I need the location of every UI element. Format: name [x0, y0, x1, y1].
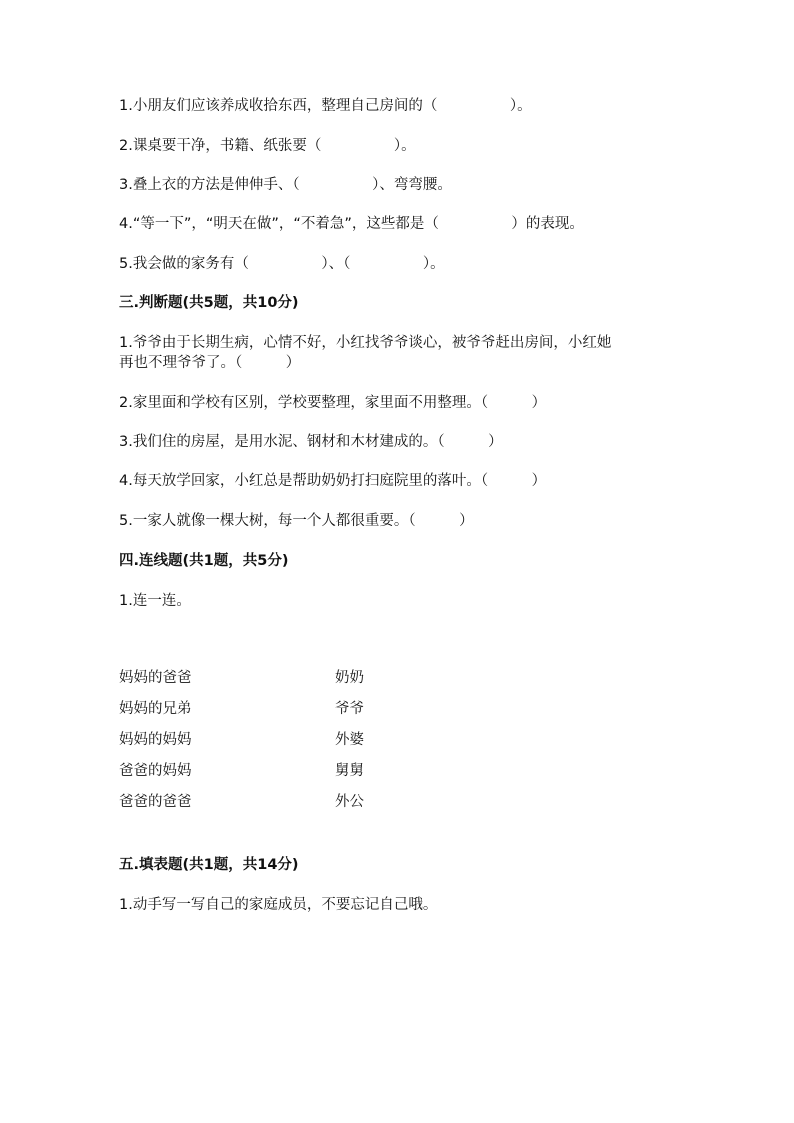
match-right-item-5: 外公: [335, 794, 364, 810]
match-right-item-1: 奶奶: [335, 670, 364, 686]
section-heading-table: 五.填表题(共1题，共14分): [119, 857, 299, 873]
match-left-item-2: 妈妈的兄弟: [119, 701, 192, 717]
fill-in-question-2: 2.课桌要干净，书籍、纸张要（ ）。: [119, 138, 416, 154]
match-left-item-1: 妈妈的爸爸: [119, 670, 192, 686]
judge-question-4: 4.每天放学回家，小红总是帮助奶奶打扫庭院里的落叶。（ ）: [119, 473, 547, 489]
match-left-item-5: 爸爸的爸爸: [119, 794, 192, 810]
match-left-item-3: 妈妈的妈妈: [119, 732, 192, 748]
fill-in-question-3: 3.叠上衣的方法是伸伸手、（ ）、弯弯腰。: [119, 177, 452, 193]
judge-question-3: 3.我们住的房屋，是用水泥、钢材和木材建成的。（ ）: [119, 434, 503, 450]
match-right-item-3: 外婆: [335, 732, 364, 748]
judge-question-1-line-2: 再也不理爷爷了。（ ）: [119, 355, 301, 371]
fill-in-question-5: 5.我会做的家务有（ ）、（ ）。: [119, 256, 445, 272]
judge-question-2: 2.家里面和学校有区别，学校要整理，家里面不用整理。（ ）: [119, 395, 547, 411]
fill-in-question-1: 1.小朋友们应该养成收拾东西，整理自己房间的（ ）。: [119, 98, 532, 114]
judge-question-1-line-1: 1.爷爷由于长期生病，心情不好，小红找爷爷谈心，被爷爷赶出房间，小红她: [119, 335, 612, 351]
section-heading-judge: 三.判断题(共5题，共10分): [119, 295, 299, 311]
fill-in-question-4: 4.“等一下”，“明天在做”，“不着急”，这些都是（ ）的表现。: [119, 216, 584, 232]
section-heading-match: 四.连线题(共1题，共5分): [119, 553, 289, 569]
match-right-item-2: 爷爷: [335, 701, 364, 717]
match-prompt: 1.连一连。: [119, 593, 191, 609]
table-prompt: 1.动手写一写自己的家庭成员，不要忘记自己哦。: [119, 897, 438, 913]
match-left-item-4: 爸爸的妈妈: [119, 763, 192, 779]
judge-question-5: 5.一家人就像一棵大树，每一个人都很重要。（ ）: [119, 513, 474, 529]
match-right-item-4: 舅舅: [335, 763, 364, 779]
